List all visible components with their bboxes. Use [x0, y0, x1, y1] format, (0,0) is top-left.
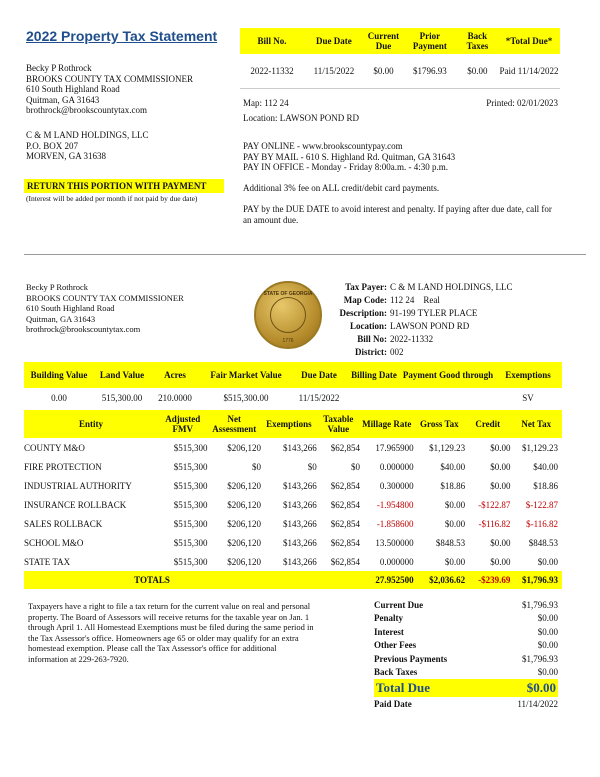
lower-commissioner-city: Quitman, GA 31643 — [26, 313, 96, 324]
taxpayer-value: C & M LAND HOLDINGS, LLC — [390, 281, 513, 292]
summary-label: Interest — [374, 626, 404, 637]
col-taxable-value: Taxable Value — [323, 414, 354, 434]
seal-year: 1776 — [282, 338, 294, 344]
entity-cell: $143,266 — [282, 480, 317, 491]
entity-cell: -$122.87 — [478, 499, 511, 510]
pay-office: PAY IN OFFICE - Monday - Friday 8:00a.m. - 4:30 p.m. — [243, 162, 449, 172]
entity-cell: $515,300 — [173, 499, 208, 510]
entity-cell: $0.00 — [490, 442, 511, 453]
owner-address — [26, 130, 236, 162]
entity-cell: $515,300 — [173, 461, 208, 472]
table-row — [24, 476, 562, 495]
entity-table — [24, 410, 562, 589]
entity-cell: $206,120 — [227, 518, 262, 529]
taxpayer-rights-note: Taxpayers have a right to file a tax return for the current value on real and personal property. The Board of Assessors will receive returns for the taxable year on Jan. 1 through April 1. All Homestead Exemptions must be filed during the same period in the Tax Assessor's office. Homeowners age 65 or older may qualify for an extra homestead exemption. Please call the Tax Assessor's office for additional information at 229-263-7920. — [28, 601, 314, 664]
description-label: Description: — [339, 307, 387, 318]
entity-cell: -1.858600 — [376, 518, 414, 529]
entity-name: INSURANCE ROLLBACK — [24, 499, 127, 510]
summary-label: Current Due — [374, 599, 424, 610]
entity-cell: $206,120 — [227, 499, 262, 510]
entity-cell: $848.53 — [528, 537, 558, 548]
taxpayer-label: Tax Payer: — [345, 281, 387, 292]
mapcode-value: 112 24 — [390, 294, 415, 305]
owner-city: MORVEN, GA 31638 — [26, 151, 107, 161]
entity-cell: $0.00 — [490, 537, 511, 548]
entity-cell: $143,266 — [282, 556, 317, 567]
entity-cell: $0.00 — [444, 518, 466, 529]
entity-cell: $18.86 — [533, 480, 558, 491]
land-value: 515,300.00 — [101, 393, 143, 403]
fmv-value: $515,300.00 — [223, 393, 269, 403]
summary-label: Previous Payments — [374, 653, 448, 664]
entity-cell: $206,120 — [227, 480, 262, 491]
summary-table — [374, 598, 558, 711]
summary-value: $0.00 — [537, 613, 558, 624]
entity-cell: $515,300 — [173, 480, 208, 491]
total-gross-tax: $2,036.62 — [429, 575, 466, 585]
summary-row — [374, 639, 558, 653]
entity-name: FIRE PROTECTION — [24, 461, 102, 472]
entity-name: INDUSTRIAL AUTHORITY — [24, 480, 132, 491]
map-info: Map: 112 24 — [243, 98, 289, 108]
entity-cell: $0 — [252, 461, 262, 472]
summary-label: Back Taxes — [374, 667, 418, 678]
owner-po: P.O. BOX 207 — [26, 140, 79, 151]
location-info: Location: LAWSON POND RD — [243, 113, 360, 123]
georgia-seal-icon — [254, 281, 322, 349]
commissioner-street: 610 South Highland Road — [26, 84, 120, 94]
values-table — [24, 362, 562, 408]
printed-date: Printed: 02/01/2023 — [486, 98, 558, 108]
district-label: District: — [355, 346, 387, 357]
building-value: 0.00 — [51, 393, 67, 403]
acres-value: 210.0000 — [158, 393, 192, 403]
entity-name: STATE TAX — [24, 556, 71, 567]
entity-cell: -$116.82 — [478, 518, 511, 529]
description-value: 91-199 TYLER PLACE — [390, 307, 478, 318]
col-bill-no: Bill No. — [257, 36, 287, 46]
return-notice-note: (Interest will be added per month if not paid by due date) — [26, 194, 198, 203]
entity-cell: $62,854 — [330, 518, 360, 529]
table-row — [24, 533, 562, 552]
statement-title: 2022 Property Tax Statement — [26, 28, 218, 44]
col-millage-rate: Millage Rate — [362, 419, 412, 429]
entity-cell: -1.954800 — [376, 499, 414, 510]
entity-cell: $62,854 — [330, 499, 360, 510]
entity-cell: $62,854 — [330, 537, 360, 548]
commissioner-address — [26, 63, 236, 116]
due-date-value: 11/15/2022 — [313, 65, 355, 76]
bill-label: Bill No: — [357, 333, 387, 344]
entity-cell: $143,266 — [282, 518, 317, 529]
entity-cell: $0.00 — [537, 556, 558, 567]
col-building-value: Building Value — [30, 370, 88, 380]
tear-line — [24, 254, 586, 255]
entity-cell: $0.00 — [490, 480, 511, 491]
entity-cell: 0.300000 — [379, 480, 414, 491]
current-due-value: $0.00 — [373, 65, 394, 76]
entity-cell: $206,120 — [227, 537, 262, 548]
owner-name: C & M LAND HOLDINGS, LLC — [26, 130, 149, 140]
entity-cell: 0.000000 — [379, 461, 414, 472]
entity-cell: $206,120 — [227, 442, 262, 453]
entity-cell: $515,300 — [173, 556, 208, 567]
entity-cell: $0.00 — [490, 556, 511, 567]
summary-row — [374, 612, 558, 626]
summary-value: $0.00 — [537, 626, 558, 637]
bill-value: 2022-11332 — [390, 333, 434, 344]
lower-commissioner-email: brothrock@brookscountytax.com — [26, 324, 141, 334]
commissioner-office: BROOKS COUNTY TAX COMMISSIONER — [26, 73, 194, 84]
summary-row — [374, 598, 558, 612]
lower-commissioner-address — [26, 282, 241, 335]
entity-cell: $206,120 — [227, 556, 262, 567]
entity-cell: $515,300 — [173, 518, 208, 529]
entity-cell: $62,854 — [330, 442, 360, 453]
col-back-taxes: Back Taxes — [466, 31, 489, 51]
col-due-date-2: Due Date — [301, 370, 337, 380]
entity-name: SCHOOL M&O — [24, 537, 84, 548]
col-exemptions-2: Exemptions — [266, 419, 312, 429]
col-acres: Acres — [164, 370, 186, 380]
top-bill-table — [240, 28, 560, 89]
col-credit: Credit — [475, 419, 501, 429]
total-due-value: Paid 11/14/2022 — [499, 65, 559, 76]
entity-cell: $0.00 — [490, 461, 511, 472]
summary-value: $0.00 — [537, 667, 558, 678]
bill-no-value: 2022-11332 — [250, 65, 294, 76]
col-net-assessment: Net Assessment — [212, 414, 257, 434]
entity-cell: 17.965900 — [375, 442, 414, 453]
entity-cell: $62,854 — [330, 556, 360, 567]
entity-cell: $0.00 — [444, 499, 466, 510]
entity-name: SALES ROLLBACK — [24, 518, 103, 529]
entity-name: COUNTY M&O — [24, 442, 85, 453]
entity-cell: 13.500000 — [375, 537, 414, 548]
entity-cell: $1,129.23 — [429, 442, 466, 453]
summary-row — [374, 625, 558, 639]
lower-commissioner-name: Becky P Rothrock — [26, 282, 89, 292]
col-due-date: Due Date — [316, 36, 352, 46]
due-date-value-2: 11/15/2022 — [298, 393, 340, 403]
total-credit: -$239.69 — [478, 575, 511, 585]
col-land-value: Land Value — [99, 370, 145, 380]
col-exemptions: Exemptions — [505, 370, 551, 380]
entity-cell: $848.53 — [435, 537, 466, 548]
paid-date-label: Paid Date — [374, 699, 412, 709]
commissioner-email: brothrock@brookscountytax.com — [26, 105, 148, 115]
billing-date-value — [346, 388, 402, 408]
district-value: 002 — [390, 346, 404, 357]
table-row — [24, 457, 562, 476]
table-row — [24, 514, 562, 533]
total-due-amount: $0.00 — [526, 680, 556, 695]
lower-commissioner-office: BROOKS COUNTY TAX COMMISSIONER — [26, 292, 184, 303]
summary-value: $0.00 — [537, 640, 558, 651]
col-fair-market-value: Fair Market Value — [210, 370, 282, 380]
col-entity: Entity — [78, 419, 103, 429]
entity-cell: $143,266 — [282, 442, 317, 453]
entity-cell: $40.00 — [533, 461, 558, 472]
mapcode-label: Map Code: — [343, 294, 387, 305]
col-prior-payment: Prior Payment — [412, 31, 447, 51]
col-net-tax: Net Tax — [521, 419, 552, 429]
entity-cell: $-122.87 — [525, 499, 558, 510]
entity-cell: 0.000000 — [379, 556, 414, 567]
summary-value: $1,796.93 — [522, 599, 558, 610]
col-gross-tax: Gross Tax — [420, 419, 459, 429]
table-row — [24, 552, 562, 571]
summary-value: $1,796.93 — [522, 653, 558, 664]
entity-cell: $515,300 — [173, 537, 208, 548]
summary-row — [374, 666, 558, 680]
payment-good-value — [402, 388, 494, 408]
entity-cell: $143,266 — [282, 499, 317, 510]
location-value: LAWSON POND RD — [390, 320, 470, 331]
pay-online: PAY ONLINE - www.brookscountypay.com — [243, 141, 403, 151]
entity-cell: $40.00 — [440, 461, 466, 472]
lower-commissioner-street: 610 South Highland Road — [26, 303, 115, 313]
payment-options — [243, 141, 563, 173]
summary-label: Penalty — [374, 613, 403, 624]
exemptions-value: SV — [522, 393, 534, 403]
col-billing-date: Billing Date — [351, 370, 397, 380]
col-adjusted-fmv: Adjusted FMV — [165, 414, 201, 434]
seal-text: STATE OF GEORGIA — [263, 291, 313, 297]
return-notice-label: RETURN THIS PORTION WITH PAYMENT — [24, 179, 224, 193]
entity-cell: $0 — [350, 461, 360, 472]
col-total-due: *Total Due* — [505, 36, 553, 46]
summary-label: Other Fees — [374, 640, 417, 651]
back-taxes-value: $0.00 — [467, 65, 488, 76]
prior-payment-value: $1796.93 — [413, 65, 447, 76]
totals-label: TOTALS — [134, 575, 170, 585]
entity-cell: $1,129.23 — [522, 442, 558, 453]
table-row — [24, 438, 562, 457]
entity-cell: $-116.82 — [526, 518, 558, 529]
location-label: Location: — [350, 320, 387, 331]
col-current-due: Current Due — [367, 31, 400, 51]
col-payment-good-through: Payment Good through — [402, 370, 494, 380]
commissioner-city: Quitman, GA 31643 — [26, 94, 100, 105]
total-due-label: Total Due — [376, 680, 431, 695]
entity-cell: $515,300 — [173, 442, 208, 453]
summary-row — [374, 652, 558, 666]
table-row — [24, 495, 562, 514]
card-fee-note: Additional 3% fee on ALL credit/debit card payments. — [243, 183, 440, 193]
mapcode-type: Real — [423, 294, 440, 305]
commissioner-name: Becky P Rothrock — [26, 63, 92, 73]
due-date-note: PAY by the DUE DATE to avoid interest and penalty. If paying after due date, call for an amount due. — [243, 204, 552, 225]
entity-cell: $18.86 — [440, 480, 466, 491]
entity-cell: $143,266 — [282, 537, 317, 548]
total-net-tax: $1,796.93 — [522, 575, 558, 585]
property-details — [328, 280, 560, 358]
pay-mail: PAY BY MAIL - 610 S. Highland Rd. Quitman, GA 31643 — [243, 151, 456, 162]
entity-cell: $62,854 — [330, 480, 360, 491]
total-millage: 27.952500 — [375, 575, 414, 585]
paid-date-value: 11/14/2022 — [517, 699, 558, 709]
entity-cell: $0 — [307, 461, 317, 472]
entity-cell: $0.00 — [444, 556, 466, 567]
